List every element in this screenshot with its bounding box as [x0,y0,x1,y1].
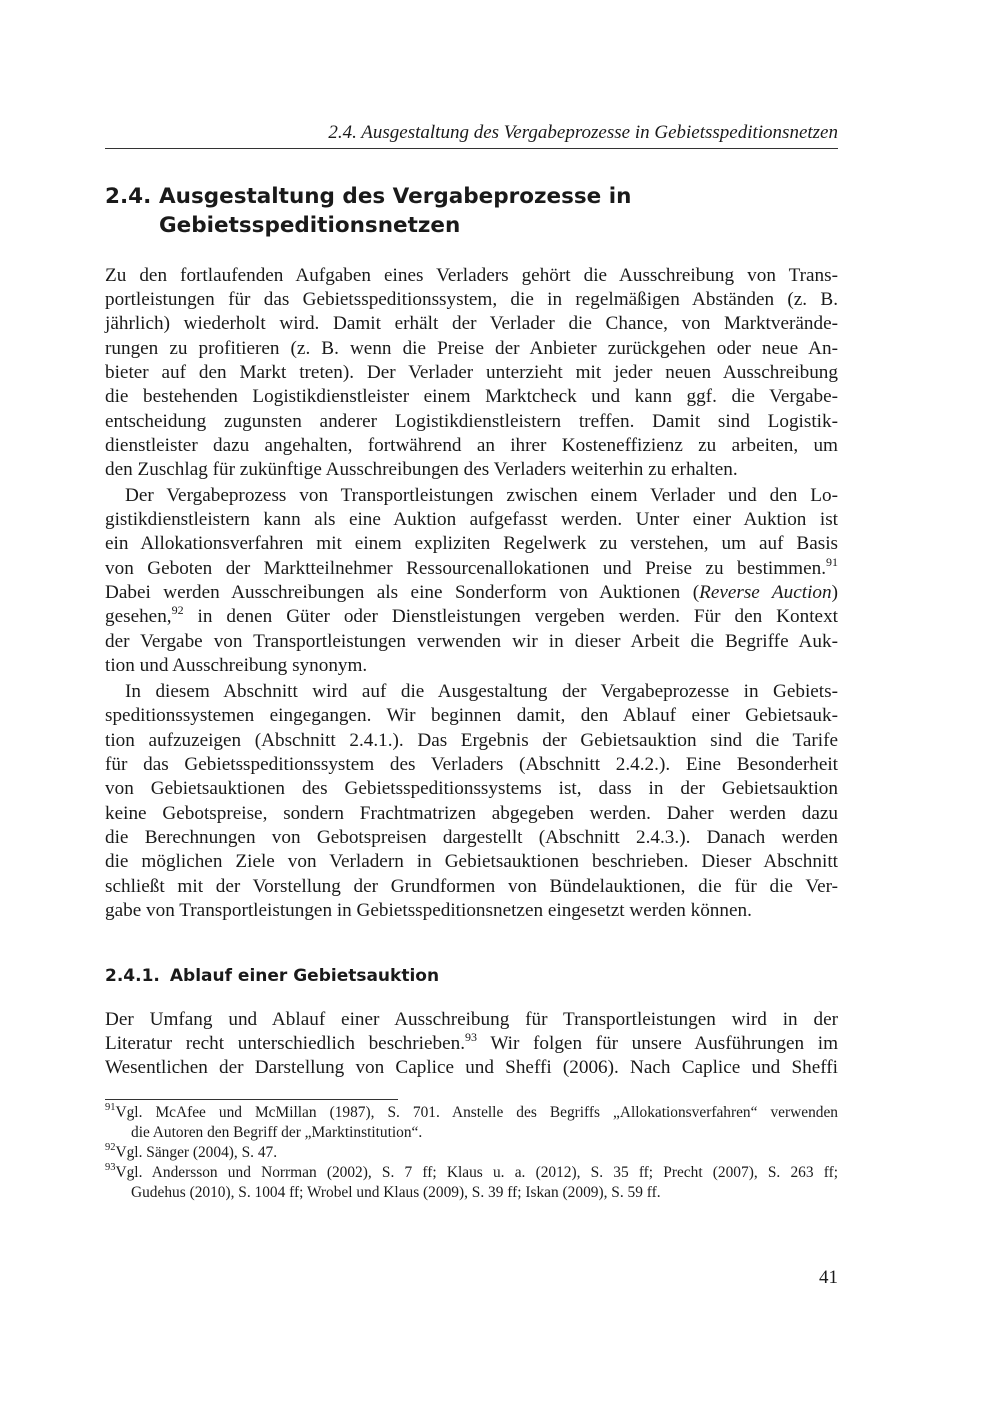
text-line: In diesem Abschnitt wird auf die Ausgestaltung der Vergabeprozesse in Gebiets- [125,681,838,702]
text-segment: von Geboten der Marktteilnehmer Ressourcenallokationen und Preise zu bestimmen. [105,558,826,579]
text-segment: ) [831,582,838,603]
text-line: der Vergabe von Transportleistungen verwenden wir in dieser Arbeit die Begriffe Auk- [105,631,838,652]
footnote-text: Vgl. McAfee und McMillan (1987), S. 701. Anstelle des Begriffs „Allokationsverfahren“ verwenden [115,1104,838,1121]
text-line: ein Allokationsverfahren mit einem expliziten Regelwerk zu verstehen, um auf Basis [105,533,838,554]
text-line: für das Gebietsspeditionssystem des Verladers (Abschnitt 2.4.2.). Eine Besonderheit [105,754,838,775]
text-line: bieter auf den Markt treten). Der Verlader unterzieht mit jeder neuen Ausschreibung [105,362,838,383]
footnote-ref-93[interactable]: 93 [465,1029,478,1044]
text-line: die möglichen Ziele von Verladern in Gebietsauktionen beschrieben. Dieser Abschnitt [105,851,838,872]
text-line: von Gebietsauktionen des Gebietsspeditionssystems ist, dass in der Gebietsauktion [105,778,838,799]
footnote-rule [105,1099,398,1100]
text-line: Wesentlichen der Darstellung von Caplice und Sheffi (2006). Nach Caplice und Sheffi [105,1057,838,1078]
header-rule [105,148,838,149]
text-line: gabe von Transportleistungen in Gebietsspeditionsnetzen eingesetzt werden können. [105,900,752,921]
text-line: portleistungen für das Gebietsspeditionssystem, die in regelmäßigen Abständen (z. B. [105,289,838,310]
text-segment: Dabei werden Ausschreibungen als eine Sonderform von Auktionen ( [105,582,700,603]
footnote-text: Vgl. Andersson und Norrman (2002), S. 7 ff; Klaus u. a. (2012), S. 35 ff; Precht (2007), S. 263 ff; [115,1164,838,1181]
footnote-92 [105,1143,838,1163]
text-line: tion aufzuzeigen (Abschnitt 2.4.1.). Das Ergebnis der Gebietsauktion sind die Tarife [105,730,838,751]
text-line [105,554,838,581]
footnote-text: Vgl. Sänger (2004), S. 47. [115,1144,278,1161]
footnote-ref-91[interactable]: 91 [826,554,838,569]
text-line: keine Gebotspreise, sondern Frachtmatrizen abgegeben werden. Daher werden dazu [105,803,838,824]
footnote-93-cont: Gudehus (2010), S. 1004 ff; Wrobel und Klaus (2009), S. 39 ff; Iskan (2009), S. 59 ff. [131,1184,661,1201]
page-number: 41 [819,1267,838,1288]
footnote-93 [105,1163,838,1183]
text-line: die bestehenden Logistikdienstleister einem Marktcheck und kann ggf. die Vergabe- [105,386,838,407]
text-line: rungen zu profitieren (z. B. wenn die Preise der Anbieter zurückgehen oder neue An- [105,338,838,359]
text-line: tion und Ausschreibung synonym. [105,655,368,676]
emphasis-text: Reverse Auction [699,582,832,603]
text-segment: Wir folgen für unsere Ausführungen im [477,1033,839,1054]
text-line: Der Vergabeprozess von Transportleistungen zwischen einem Verlader und den Lo- [125,485,838,506]
text-line [105,1029,839,1056]
footnote-91-cont: die Autoren den Begriff der „Marktinstitution“. [131,1124,423,1141]
text-segment: in denen Güter oder Dienstleistungen vergeben werden. Für den Kontext [183,606,838,627]
text-segment: Literatur recht unterschiedlich beschrieben. [105,1033,466,1054]
footnote-ref-92[interactable]: 92 [171,602,184,617]
subsection-title: Ablauf einer Gebietsauktion [169,966,440,986]
text-line: dienstleister dazu angehalten, fortwährend an ihrer Kosteneffizienz zu arbeiten, um [105,435,838,456]
running-header: 2.4. Ausgestaltung des Vergabeprozesse in Gebietsspeditionsnetzen [328,122,838,143]
footnote-mark-92: 92 [105,1141,116,1153]
text-segment: gesehen, [105,606,172,627]
text-line [105,581,838,605]
section-number: 2.4. [105,184,152,209]
text-line: speditionssystemen eingegangen. Wir beginnen damit, den Ablauf einer Gebietsauk- [105,705,838,726]
text-line: schließt mit der Vorstellung der Grundformen von Bündelauktionen, die für die Ver- [105,876,838,897]
text-line: jährlich) wiederholt wird. Damit erhält der Verlader die Chance, von Marktverände- [105,313,838,334]
section-title: Ausgestaltung des Vergabeprozesse in Gebietsspeditionsnetzen [159,184,632,238]
text-line: gistikdienstleistern kann als eine Auktion aufgefasst werden. Unter einer Auktion ist [105,509,838,530]
text-line: entscheidung zugunsten anderer Logistikdienstleistern treffen. Damit sind Logistik- [105,411,838,432]
text-line [105,602,838,629]
section-heading [105,182,838,240]
text-line: Der Umfang und Ablauf einer Ausschreibung für Transportleistungen wird in der [105,1009,838,1030]
text-line: Zu den fortlaufenden Aufgaben eines Verladers gehört die Ausschreibung von Trans- [105,265,838,286]
footnote-mark-91: 91 [105,1101,116,1113]
footnote-mark-93: 93 [105,1161,116,1173]
text-line: den Zuschlag für zukünftige Ausschreibungen des Verladers weiterhin zu erhalten. [105,459,738,480]
subsection-number: 2.4.1. [105,966,160,986]
subsection-heading [105,964,838,988]
footnote-91 [105,1103,838,1123]
text-line: die Berechnungen von Gebotspreisen dargestellt (Abschnitt 2.4.3.). Danach werden [105,827,838,848]
